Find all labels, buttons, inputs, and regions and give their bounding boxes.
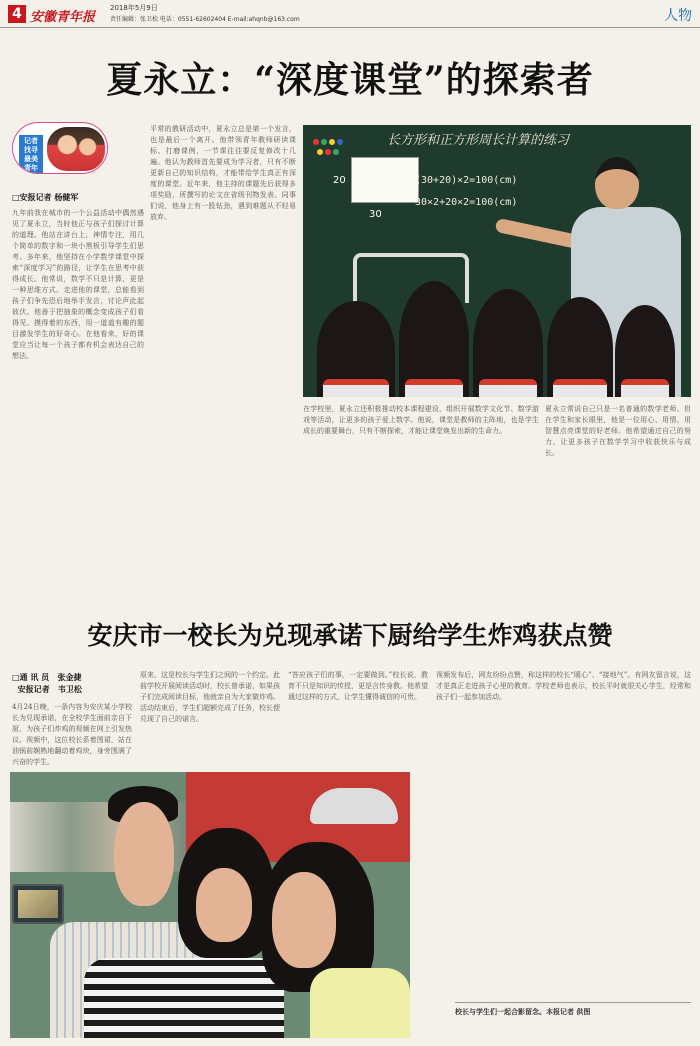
abacus-icon — [313, 135, 349, 159]
phone-icon — [12, 884, 64, 924]
yellow-shirt — [310, 968, 410, 1038]
blackboard-equation-2: 30×2+20×2=100(cm) — [415, 197, 518, 208]
board-label-20: 20 — [333, 175, 346, 186]
editor-line: 责任编辑：张卫松 电话：0551-62602404 E-mail:ahqnb@163.com — [110, 16, 300, 23]
caption-divider — [455, 1002, 691, 1003]
blackboard-equation-1: (30+20)×2=100(cm) — [415, 175, 518, 186]
reporter-badge — [12, 122, 108, 174]
principal-selfie-photo — [10, 772, 410, 1038]
article1-column-1: 九年前我在城市的一个公益活动中偶然遇见了夏永立，当时他正与孩子们探讨计算的道理。他站在讲台上，神情专注，用几个简单的数字和一块小黑板引导学生们思考。多年来，他坚持在小学数学课堂中探索“深度学习”的路径，让学生在思考中获得成长。他常说，数学不只是计算，更是一种思维方式。走进他的课堂，总能看到孩子们争先恐后地举手发言，讨论声此起彼伏。他善于把抽象的概念变成孩子们看得见、摸得着的东西，用一道道有趣的题目激发学生的好奇心。在他看来，好的课堂应当让每一个孩子都有机会表达自己的想法。 — [12, 209, 144, 360]
article2-column-3: “答应孩子们的事，一定要做到。”校长说，教育不只是知识的传授，更是言传身教。他希望通过这样的方式，让学生懂得诚信的可贵。 — [288, 671, 428, 701]
classroom-photo — [303, 125, 691, 397]
student-figure — [317, 301, 395, 397]
student-figure — [615, 305, 675, 397]
article2-column-1: 4月24日晚，一条内容为安庆某小学校长为兑现承诺，在全校学生面前亲自下厨，为孩子们炸鸡的视频在网上引发热议。视频中，这位校长系着围裙，站在油锅前娴熟地翻动着鸡块，身旁围满了兴奋的学生。 — [12, 703, 132, 766]
masthead — [0, 0, 700, 28]
principal-face — [114, 802, 174, 906]
newspaper-name: 安徽青年报 — [30, 10, 96, 25]
photo2-caption: 校长与学生们一起合影留念。本报记者 供图 — [455, 1007, 591, 1016]
badge-photo-icon — [47, 127, 105, 171]
white-cap — [310, 788, 398, 824]
blackboard-title: 长方形和正方形周长计算的练习 — [387, 133, 570, 148]
board-label-30: 30 — [369, 209, 382, 220]
article2-byline: □通 讯 员 张金捷 安报记者 韦卫松 — [12, 673, 82, 694]
section-label: 人物 — [664, 8, 692, 24]
article1-byline: □安报记者 杨健军 — [12, 193, 79, 202]
article2-column-2: 原来，这是校长与学生们之间的一个约定。此前学校开展阅读活动时，校长曾承诺，如果孩子们完成阅读目标，他就亲自为大家做炸鸡。活动结束后，学生们超额完成了任务，校长便兑现了自己的诺言。 — [140, 671, 280, 723]
student-face — [272, 872, 336, 968]
student-figure — [473, 289, 543, 397]
student-face — [196, 868, 252, 942]
article1-column-2: 平常的教研活动中，夏永立总是第一个发言，也是最后一个离开。他带领青年教师研读课标、打磨课例，一节课往往要反复修改十几遍。他认为教师首先要成为学习者，只有不断更新自己的知识结构，才能带给学生真正有深度的课堂。近年来，他主持的课题先后获得多项奖励，所撰写的论文在省级刊物发表。同事们说，他身上有一股钻劲，遇到难题从不轻易放弃。 — [150, 125, 296, 221]
article2-headline: 安庆市一校长为兑现承诺下厨给学生炸鸡获点赞 — [87, 621, 613, 650]
page-number: 4 — [8, 5, 26, 23]
article2-column-4: 视频发布后，网友纷纷点赞，称这样的校长“暖心”、“接地气”。有网友留言说，这才是真正走进孩子心里的教育。学校老师也表示，校长平时就很关心学生，经常和孩子们一起参加活动。 — [436, 671, 691, 701]
striped-sleeve — [84, 958, 284, 1038]
issue-date: 2018年5月9日 — [110, 4, 158, 12]
student-figure — [547, 297, 613, 397]
badge-label: 记者找寻最美青年 — [19, 135, 43, 174]
student-figure — [399, 281, 469, 397]
article1-headline: 夏永立：“深度课堂”的探索者 — [106, 59, 594, 101]
article1-column-3: 在学校里，夏永立还积极推动校本课程建设，组织开展数学文化节、数学游戏等活动，让更多的孩子爱上数学。他说，课堂是教师的主阵地，也是学生成长的重要舞台，只有不断探索，才能让课堂焕发出新的生命力。 — [303, 405, 539, 435]
rectangle-card — [351, 157, 419, 203]
article1-column-4: 夏永立常说自己只是一名普通的数学老师。但在学生和家长眼里，他是一位用心、用情、用智慧点亮课堂的好老师。他希望通过自己的努力，让更多孩子在数学学习中收获快乐与成长。 — [545, 405, 691, 457]
